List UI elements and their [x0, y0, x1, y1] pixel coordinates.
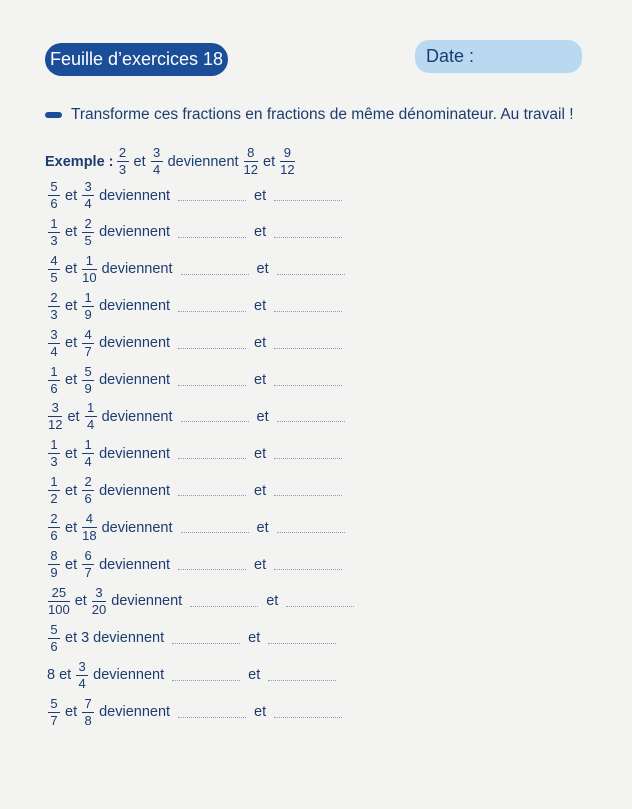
numerator: 5	[50, 621, 58, 637]
answer-blank-2[interactable]	[277, 411, 345, 422]
denominator: 2	[50, 491, 58, 507]
denominator: 4	[78, 675, 86, 691]
numerator: 1	[85, 252, 93, 268]
numerator: 8	[247, 145, 255, 160]
denominator: 4	[86, 417, 95, 433]
whole-number: 8	[47, 667, 56, 684]
denominator: 3	[50, 454, 58, 470]
denominator: 10	[82, 269, 97, 285]
word-et: et	[67, 408, 80, 425]
numerator: 2	[50, 289, 58, 305]
numerator: 1	[50, 363, 58, 379]
denominator: 9	[84, 306, 92, 322]
fraction	[48, 623, 60, 654]
answer-blank-2[interactable]	[277, 522, 345, 533]
answer-blank-1[interactable]	[178, 227, 246, 238]
answer-blank-1[interactable]	[178, 301, 246, 312]
answer-blank-1[interactable]	[190, 596, 258, 607]
word-deviennent: deviennent	[101, 519, 173, 536]
fraction	[48, 475, 60, 506]
answer-blank-2[interactable]	[268, 670, 336, 681]
word-deviennent: deviennent	[99, 445, 171, 462]
fraction	[85, 401, 97, 432]
numerator: 1	[50, 437, 58, 453]
word-deviennent: deviennent	[101, 261, 173, 278]
answer-blank-1[interactable]	[181, 264, 249, 275]
exercise-row	[45, 217, 348, 248]
fraction	[82, 438, 94, 469]
answer-blank-1[interactable]	[178, 448, 246, 459]
answer-blank-1[interactable]	[178, 485, 246, 496]
numerator: 2	[50, 511, 58, 527]
denominator: 4	[50, 343, 58, 359]
exercise-row	[45, 291, 348, 322]
answer-blank-2[interactable]	[286, 596, 354, 607]
numerator: 3	[51, 400, 59, 416]
denominator: 5	[50, 269, 58, 285]
denominator: 6	[50, 380, 58, 396]
fraction	[82, 365, 94, 396]
word-et: et	[65, 445, 78, 462]
word-et: et	[248, 667, 261, 684]
numerator: 7	[84, 695, 92, 711]
example-label: Exemple :	[45, 153, 114, 170]
denominator: 6	[50, 638, 58, 654]
fraction	[48, 365, 60, 396]
denominator: 3	[50, 232, 58, 248]
word-et: et	[254, 445, 267, 462]
fraction	[82, 291, 94, 322]
numerator: 5	[50, 179, 58, 194]
fraction	[92, 586, 106, 617]
word-et: et	[254, 482, 267, 499]
instruction	[45, 106, 574, 124]
fraction	[48, 549, 60, 580]
denominator: 12	[243, 162, 259, 177]
word-deviennent: deviennent	[111, 593, 183, 610]
denominator: 5	[84, 232, 92, 248]
word-deviennent: deviennent	[99, 224, 171, 241]
numerator: 5	[84, 363, 92, 379]
numerator: 2	[118, 145, 127, 160]
numerator: 3	[78, 658, 86, 674]
fraction	[82, 697, 94, 728]
exercise-row	[45, 180, 348, 211]
answer-blank-2[interactable]	[274, 338, 342, 349]
word-deviennent: deviennent	[93, 667, 165, 684]
denominator: 6	[50, 528, 58, 544]
answer-blank-2[interactable]	[268, 633, 336, 644]
answer-blank-2[interactable]	[277, 264, 345, 275]
word-deviennent: deviennent	[99, 704, 171, 721]
fraction	[280, 146, 294, 177]
answer-blank-2[interactable]	[274, 485, 342, 496]
denominator: 18	[82, 528, 97, 544]
numerator: 2	[84, 474, 92, 490]
denominator: 4	[84, 454, 92, 470]
exercise-row	[45, 660, 342, 691]
answer-blank-1[interactable]	[178, 190, 246, 201]
exercise-row	[45, 512, 351, 543]
answer-blank-2[interactable]	[274, 301, 342, 312]
fraction	[48, 217, 60, 248]
numerator: 1	[50, 215, 58, 231]
numerator: 8	[50, 548, 58, 563]
answer-blank-2[interactable]	[274, 448, 342, 459]
fraction	[82, 254, 96, 285]
denominator: 6	[84, 491, 92, 507]
word-deviennent: deviennent	[101, 408, 173, 425]
fraction	[82, 475, 94, 506]
fraction	[48, 254, 60, 285]
denominator: 12	[280, 162, 295, 177]
fraction	[48, 328, 60, 359]
fraction	[82, 549, 94, 580]
word-et: et	[65, 224, 78, 241]
word-et: et	[248, 630, 261, 647]
fraction	[82, 180, 94, 211]
exercise-row	[45, 549, 348, 580]
numerator: 4	[84, 326, 92, 342]
whole-number: 3	[81, 630, 90, 647]
answer-blank-2[interactable]	[274, 227, 342, 238]
word-et: et	[65, 298, 78, 315]
word-et: et	[65, 482, 78, 499]
word-et: et	[256, 519, 269, 536]
word-et: et	[74, 593, 87, 610]
word-et: et	[266, 593, 279, 610]
word-et: et	[254, 372, 267, 388]
denominator: 3	[50, 306, 58, 322]
exercise-row	[45, 438, 348, 469]
denominator: 8	[84, 712, 92, 728]
answer-blank-1[interactable]	[181, 522, 249, 533]
word-et: et	[59, 667, 72, 684]
word-et: et	[254, 298, 267, 315]
example-row	[45, 146, 298, 177]
word-deviennent: deviennent	[99, 372, 171, 388]
exercise-row	[45, 697, 348, 728]
bullet-dash-icon	[45, 112, 62, 118]
word-et: et	[65, 261, 78, 278]
word-et: et	[65, 556, 78, 573]
fraction	[117, 146, 129, 177]
fraction	[76, 660, 88, 691]
denominator: 12	[48, 417, 63, 433]
word-et: et	[133, 153, 146, 170]
exercise-row	[45, 328, 348, 359]
word-deviennent: deviennent	[99, 482, 171, 499]
answer-blank-1[interactable]	[178, 375, 246, 386]
date-field[interactable]: Date :	[415, 40, 582, 73]
denominator: 9	[50, 565, 58, 580]
exercise-row	[45, 254, 351, 285]
numerator: 1	[84, 289, 92, 305]
numerator: 1	[50, 474, 58, 490]
word-et: et	[65, 187, 78, 204]
word-deviennent: deviennent	[167, 153, 239, 170]
word-et: et	[254, 556, 267, 573]
denominator: 4	[84, 196, 92, 211]
fraction	[151, 146, 163, 177]
fraction	[48, 401, 62, 432]
word-et: et	[65, 519, 78, 536]
fraction	[48, 438, 60, 469]
exercise-row	[45, 401, 351, 432]
numerator: 2	[84, 215, 92, 231]
numerator: 3	[95, 584, 103, 600]
word-et: et	[254, 704, 267, 721]
numerator: 3	[84, 179, 92, 194]
answer-blank-1[interactable]	[172, 670, 240, 681]
fraction	[48, 697, 60, 728]
exercise-row	[45, 475, 348, 506]
denominator: 20	[91, 601, 107, 617]
answer-blank-2[interactable]	[274, 190, 342, 201]
numerator: 1	[84, 437, 92, 453]
numerator: 5	[50, 695, 58, 711]
instruction-text: Transforme ces fractions en fractions de même dénominateur. Au travail !	[71, 106, 574, 123]
worksheet-title: Feuille d’exercices 18	[45, 43, 228, 76]
fraction	[48, 512, 60, 543]
word-deviennent: deviennent	[99, 298, 171, 315]
numerator: 25	[51, 584, 67, 600]
word-et: et	[254, 335, 267, 352]
denominator: 100	[48, 601, 70, 617]
denominator: 3	[118, 162, 127, 177]
word-et: et	[256, 408, 269, 425]
numerator: 9	[283, 145, 291, 160]
word-deviennent: deviennent	[93, 630, 165, 647]
word-et: et	[65, 335, 78, 352]
exercise-row	[45, 365, 348, 396]
denominator: 9	[84, 380, 92, 396]
word-et: et	[256, 261, 269, 278]
numerator: 6	[84, 548, 92, 563]
word-et: et	[65, 704, 78, 721]
word-deviennent: deviennent	[99, 187, 171, 204]
answer-blank-2[interactable]	[274, 375, 342, 386]
answer-blank-1[interactable]	[178, 559, 246, 570]
exercise-row	[45, 586, 360, 617]
word-et: et	[254, 224, 267, 241]
fraction	[48, 180, 60, 211]
denominator: 6	[50, 196, 58, 211]
numerator: 1	[86, 400, 95, 416]
denominator: 7	[84, 565, 92, 580]
word-deviennent: deviennent	[99, 556, 171, 573]
answer-blank-1[interactable]	[181, 411, 249, 422]
fraction	[48, 291, 60, 322]
denominator: 4	[152, 162, 161, 177]
answer-blank-2[interactable]	[274, 559, 342, 570]
word-et: et	[65, 372, 78, 388]
word-et: et	[65, 630, 78, 647]
denominator: 7	[50, 712, 58, 728]
word-deviennent: deviennent	[99, 335, 171, 352]
numerator: 3	[152, 145, 161, 160]
word-et: et	[263, 153, 276, 170]
word-et: et	[254, 187, 267, 204]
fraction	[82, 217, 94, 248]
numerator: 4	[85, 511, 93, 527]
fraction	[82, 512, 96, 543]
exercise-row	[45, 623, 342, 654]
numerator: 3	[50, 326, 58, 342]
answer-blank-2[interactable]	[274, 707, 342, 718]
answer-blank-1[interactable]	[178, 707, 246, 718]
answer-blank-1[interactable]	[178, 338, 246, 349]
fraction	[48, 586, 70, 617]
numerator: 4	[50, 252, 58, 268]
denominator: 7	[84, 343, 92, 359]
fraction	[82, 328, 94, 359]
answer-blank-1[interactable]	[172, 633, 240, 644]
fraction	[244, 146, 258, 177]
